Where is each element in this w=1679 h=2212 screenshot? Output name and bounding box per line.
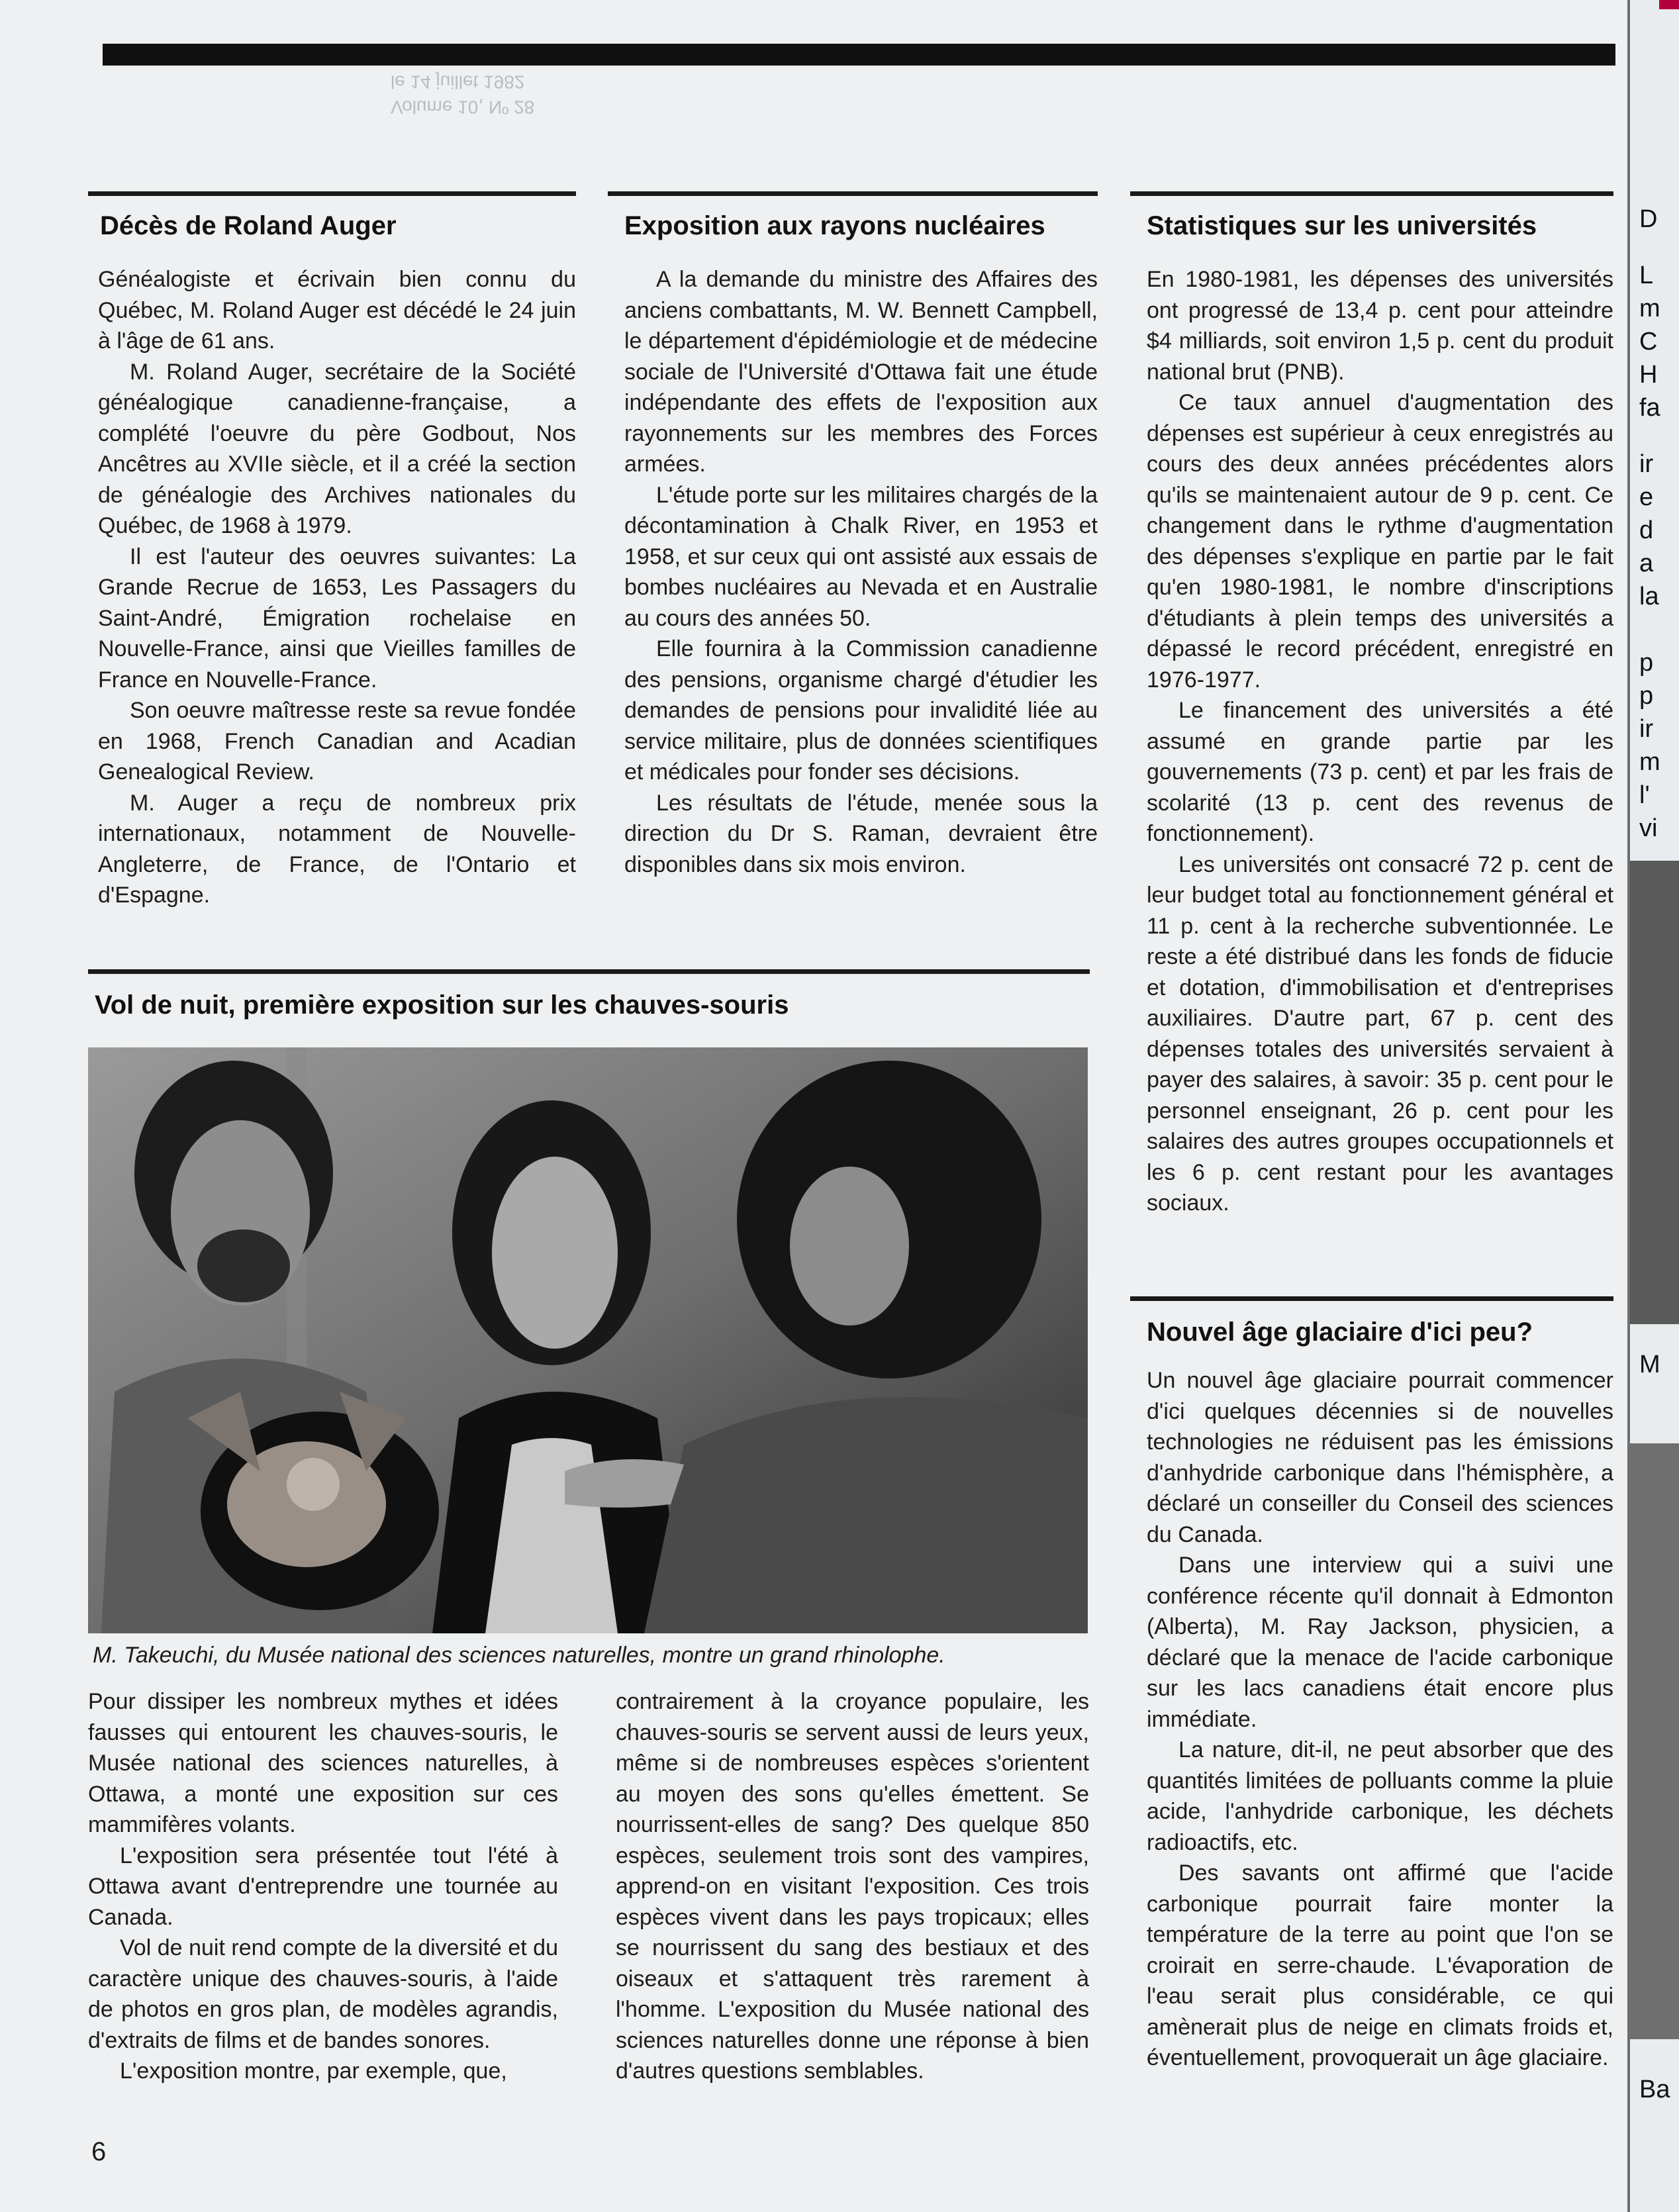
photo-illustration	[88, 1047, 1088, 1633]
article-statistiques	[1130, 191, 1613, 1219]
paragraph: Dans une interview qui a suivi une conférence récente qu'il donnait à Edmonton (Alberta), M. Ray Jackson, physicien, a déclaré que la menace de l'acide carbonique sur les lacs canadiens était encore plus immédiate.	[1147, 1553, 1613, 1732]
paragraph: L'étude porte sur les militaires chargés de la décontamination à Chalk River, en 1953 et 1958, et sur ceux qui ont assisté aux essais de bombes nucléaires au Nevada et en Australie au cours des années 50.	[624, 482, 1098, 631]
edge-fragment: p	[1639, 682, 1654, 710]
edge-fragment: C	[1639, 328, 1658, 356]
edge-fragment: vi	[1639, 814, 1658, 842]
section-rule	[88, 969, 1090, 974]
article-vol-de-nuit-header	[88, 969, 1090, 1022]
bat-exhibit-photo	[88, 1047, 1088, 1633]
edge-fragment: ir	[1639, 450, 1654, 478]
vol-de-nuit-body-col1	[88, 1686, 558, 2087]
article-nucleaire	[608, 191, 1098, 880]
edge-fragment: p	[1639, 649, 1654, 677]
edge-fragment: fa	[1639, 394, 1660, 422]
article-title: Vol de nuit, première exposition sur les chauves-souris	[95, 990, 789, 1020]
paragraph: A la demande du ministre des Affaires des anciens combattants, M. W. Bennett Campbell, le département d'épidémiologie et de médecine sociale de l'Université d'Ottawa fait une étude indépendante des effets de l'exposition aux rayonnements sur les membres des Forces armées.	[624, 267, 1098, 477]
paragraph: Son oeuvre maîtresse reste sa revue fondée en 1968, French Canadian and Acadian Genealogical Review.	[98, 698, 576, 785]
article-body	[1130, 1365, 1613, 2074]
section-rule	[608, 191, 1098, 196]
paragraph: L'exposition montre, par exemple, que,	[120, 2058, 507, 2084]
paragraph: Le financement des universités a été assumé en grande partie par les gouvernements (73 p. cent) et par les frais de scolarité (13 p. cent des revenus de fonctionnement).	[1147, 698, 1613, 846]
section-rule	[1130, 1296, 1613, 1301]
photo-caption: M. Takeuchi, du Musée national des sciences naturelles, montre un grand rhinolophe.	[93, 1643, 945, 1668]
article-title: Nouvel âge glaciaire d'ici peu?	[1147, 1318, 1533, 1347]
edge-photo-fragment	[1630, 1443, 1679, 2039]
page-number: 6	[91, 2137, 107, 2166]
article-auger	[88, 191, 576, 911]
article-body	[1130, 264, 1613, 1219]
edge-fragment: l'	[1639, 781, 1650, 809]
edge-fragment: M	[1639, 1351, 1660, 1378]
section-rule	[1130, 191, 1613, 196]
paragraph: M. Auger a reçu de nombreux prix internationaux, notamment de Nouvelle-Angleterre, de France, de l'Ontario et d'Espagne.	[98, 790, 576, 908]
paragraph: M. Roland Auger, secrétaire de la Société généalogique canadienne-française, a complété l'oeuvre du père Godbout, Nos Ancêtres au XVIIe siècle, et il a créé la section de généalogie des Archives nationales du Québec, de 1968 à 1979.	[98, 359, 576, 538]
section-rule	[88, 191, 576, 196]
edge-fragment: ir	[1639, 715, 1654, 743]
paragraph: Les résultats de l'étude, menée sous la direction du Dr S. Raman, devraient être disponibles dans six mois environ.	[624, 790, 1098, 877]
paragraph: L'exposition sera présentée tout l'été à Ottawa avant d'entreprendre une tournée au Canada.	[88, 1843, 558, 1930]
paragraph: Un nouvel âge glaciaire pourrait commencer d'ici quelques décennies si de nouvelles technologies ne réduisent pas les émissions d'anhydride carbonique dans l'hémisphère, a déclaré un conseiller du Conseil des sciences du Canada.	[1147, 1368, 1613, 1547]
edge-fragment: m	[1639, 295, 1660, 322]
article-title: Décès de Roland Auger	[100, 211, 397, 240]
edge-fragment: e	[1639, 483, 1654, 511]
edge-photo-fragment	[1630, 861, 1679, 1324]
next-page-edge	[1627, 0, 1679, 2212]
paragraph: Il est l'auteur des oeuvres suivantes: La Grande Recrue de 1653, Les Passagers du Saint-André, Émigration rochelaise en Nouvelle-France, ainsi que Vieilles familles de France en Nouvelle-France.	[98, 544, 576, 693]
edge-fragment: H	[1639, 361, 1658, 389]
edge-fragment: D	[1639, 205, 1658, 233]
edge-fragment: Ba	[1639, 2076, 1670, 2103]
article-glaciaire	[1130, 1296, 1613, 2074]
article-title: Exposition aux rayons nucléaires	[624, 211, 1045, 240]
edge-fragment: a	[1639, 550, 1654, 577]
edge-fragment: la	[1639, 583, 1659, 610]
paragraph: Vol de nuit rend compte de la diversité et du caractère unique des chauves-souris, à l'aide de photos en gros plan, de modèles agrandis, d'extraits de films et de bandes sonores.	[88, 1935, 558, 2053]
paragraph: contrairement à la croyance populaire, les chauves-souris se servent aussi de leurs yeux, même si de nombreuses espèces s'orientent au moyen des sons qu'elles émettent. Se nourrissent-elles de sang? Des quelque 850 espèces, seulement trois sont des vampires, apprend-on en visitant l'exposition. Ces trois espèces vivent dans les pays tropicaux; elles se nourrissent du sang des bestiaux et des oiseaux et s'attaquent très rarement à l'homme. L'exposition du Musée national des sciences naturelles donne une réponse à bien d'autres questions semblables.	[616, 1689, 1089, 2084]
paragraph: Généalogiste et écrivain bien connu du Québec, M. Roland Auger est décédé le 24 juin à l'âge de 61 ans.	[98, 267, 576, 354]
paragraph: Pour dissiper les nombreux mythes et idées fausses qui entourent les chauves-souris, le Musée national des sciences naturelles, à Ottawa, a monté une exposition sur ces mammifères volants.	[88, 1689, 558, 1837]
article-body	[608, 264, 1098, 880]
paragraph: Des savants ont affirmé que l'acide carbonique pourrait faire monter la température de la terre au point que l'on se croirait en serre-chaude. L'évaporation de l'eau serait plus considérable, ce qui amènerait plus de neige en climats froids et, éventuellement, provoquerait un âge glaciaire.	[1147, 1860, 1613, 2070]
vol-de-nuit-body-col2	[616, 1686, 1089, 2087]
paragraph: Ce taux annuel d'augmentation des dépenses est supérieur à ceux enregistrés au cours des deux années précédentes alors qu'ils se maintenaient autour de 9 p. cent. Ce changement dans le rythme d'augmentation des dépenses s'explique en partie par le fait qu'en 1980-1981, le nombre d'inscriptions d'étudiants à plein temps des universités a dépassé le record précédent, enregistré en 1976-1977.	[1147, 390, 1613, 693]
article-title: Statistiques sur les universités	[1147, 211, 1537, 240]
paragraph: Les universités ont consacré 72 p. cent de leur budget total au fonctionnement général et 11 p. cent à la recherche subventionnée. Le reste a été distribué dans les fonds de fiducie et dotation, d'immobilisation et d'entreprises auxiliaires. D'autre part, 67 p. cent des dépenses totales des universités servaient à payer des salaires, à savoir: 35 p. cent pour le personnel enseignant, 26 p. cent pour les salaires des autres groupes occupationnels et les 6 p. cent restant pour les avantages sociaux.	[1147, 851, 1613, 1216]
edge-fragment: L	[1639, 262, 1654, 289]
edge-tab	[1659, 0, 1679, 9]
paragraph: La nature, dit-il, ne peut absorber que des quantités limitées de polluants comme la pluie acide, l'anhydride carbonique, les déchets radioactifs, etc.	[1147, 1737, 1613, 1855]
paragraph: Elle fournira à la Commission canadienne des pensions, organisme chargé d'étudier les demandes de pensions pour invalidité liée au service militaire, plus de données scientifiques et médicales pour fonder ses décisions.	[624, 636, 1098, 785]
top-black-bar	[103, 44, 1615, 66]
edge-fragment: d	[1639, 516, 1654, 544]
article-body	[88, 264, 576, 911]
paragraph: En 1980-1981, les dépenses des universités ont progressé de 13,4 p. cent pour atteindre $4 milliards, soit environ 1,5 p. cent du produit national brut (PNB).	[1147, 267, 1613, 385]
edge-fragment: m	[1639, 748, 1660, 776]
bleed-through-header: Volume 10, Nº 28 le 14 juillet 1982	[391, 72, 535, 118]
